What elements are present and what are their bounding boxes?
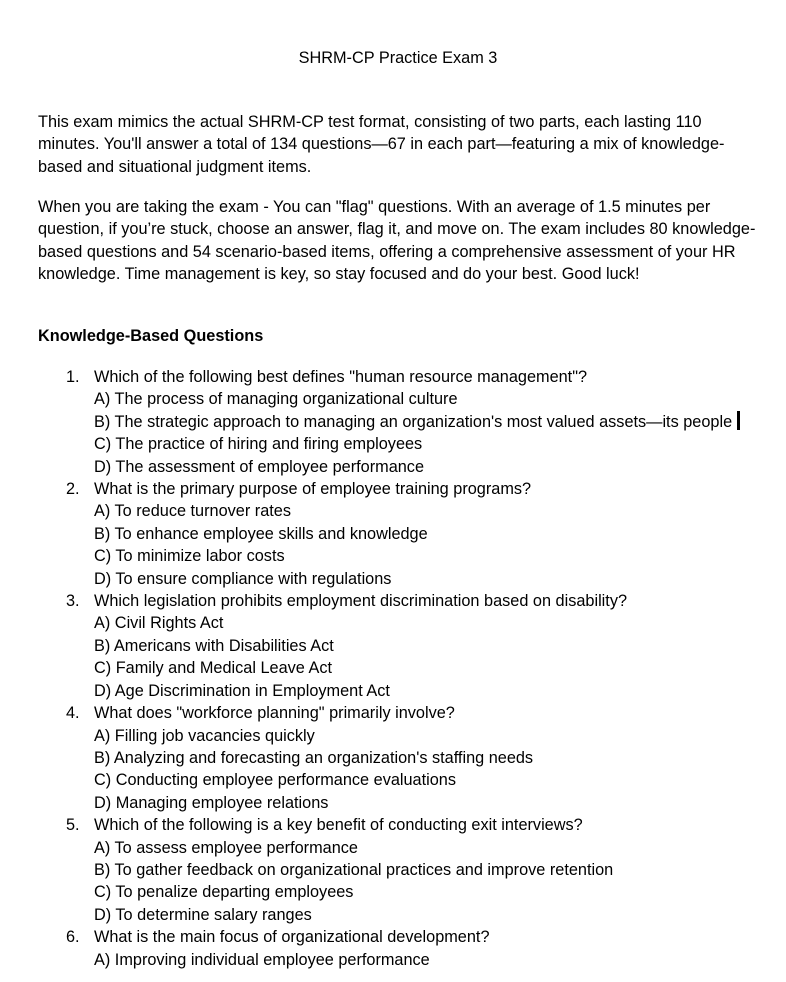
answer-option: B) Analyzing and forecasting an organization's staffing needs bbox=[94, 748, 534, 767]
intro-paragraph-1: This exam mimics the actual SHRM-CP test format, consisting of two parts, each lasting 110 minutes. You'll answer a total of 134 questions—67 in each part—featuring a mix of knowledge-based and situational judgment items. bbox=[38, 113, 725, 176]
question-number: 4. bbox=[66, 704, 80, 723]
page-title: SHRM-CP Practice Exam 3 bbox=[298, 49, 498, 67]
answer-option: C) Family and Medical Leave Act bbox=[94, 659, 332, 678]
answer-option: B) Americans with Disabilities Act bbox=[94, 636, 334, 655]
answer-option: A) To reduce turnover rates bbox=[94, 502, 291, 521]
answer-option: D) To determine salary ranges bbox=[94, 905, 312, 924]
text-cursor bbox=[737, 411, 740, 430]
answer-option: A) To assess employee performance bbox=[94, 838, 358, 857]
answer-option: D) Managing employee relations bbox=[94, 793, 329, 812]
question-text: What is the main focus of organizational development? bbox=[94, 928, 490, 947]
question-number: 5. bbox=[66, 816, 80, 835]
answer-option-with-cursor bbox=[94, 411, 746, 433]
question-item bbox=[0, 478, 786, 590]
answer-option: A) The process of managing organizational culture bbox=[94, 390, 458, 409]
question-item bbox=[0, 590, 786, 702]
section-heading: Knowledge-Based Questions bbox=[38, 327, 264, 345]
answer-option: C) To penalize departing employees bbox=[94, 883, 354, 902]
answer-option: A) Civil Rights Act bbox=[94, 614, 224, 633]
answer-option: C) Conducting employee performance evaluations bbox=[94, 771, 457, 790]
question-text: What does "workforce planning" primarily involve? bbox=[94, 704, 455, 723]
question-number: 2. bbox=[66, 480, 80, 499]
question-item bbox=[0, 366, 786, 478]
answer-option-text: B) The strategic approach to managing an organization's most valued assets—its people bbox=[94, 412, 733, 431]
question-text: Which of the following is a key benefit of conducting exit interviews? bbox=[94, 816, 583, 835]
question-item bbox=[0, 702, 786, 814]
question-list bbox=[0, 366, 786, 971]
question-text: What is the primary purpose of employee training programs? bbox=[94, 480, 532, 499]
answer-option: A) Filling job vacancies quickly bbox=[94, 726, 315, 745]
question-item bbox=[0, 814, 786, 926]
answer-option: D) The assessment of employee performance bbox=[94, 457, 424, 476]
answer-option: D) To ensure compliance with regulations bbox=[94, 569, 392, 588]
answer-option: B) To gather feedback on organizational practices and improve retention bbox=[94, 860, 614, 879]
question-number: 6. bbox=[66, 928, 80, 947]
answer-option: D) Age Discrimination in Employment Act bbox=[94, 681, 390, 700]
question-number: 3. bbox=[66, 592, 80, 611]
answer-option: A) Improving individual employee performance bbox=[94, 950, 430, 969]
answer-option: C) To minimize labor costs bbox=[94, 547, 285, 566]
answer-option: C) The practice of hiring and firing employees bbox=[94, 435, 423, 454]
question-number: 1. bbox=[66, 368, 80, 386]
question-text: Which of the following best defines "human resource management"? bbox=[94, 368, 588, 386]
intro-paragraph-2: When you are taking the exam - You can "flag" questions. With an average of 1.5 minutes per question, if you’re stuck, choose an answer, flag it, and move on. The exam includes 80 knowledge-based questions and 54 scenario-based items, offering a comprehensive assessment of your HR knowledge. Time management is key, so stay focused and do your best. Good luck! bbox=[38, 198, 756, 284]
question-text: Which legislation prohibits employment discrimination based on disability? bbox=[94, 592, 628, 611]
question-item bbox=[0, 926, 786, 971]
answer-option: B) To enhance employee skills and knowledge bbox=[94, 524, 428, 543]
